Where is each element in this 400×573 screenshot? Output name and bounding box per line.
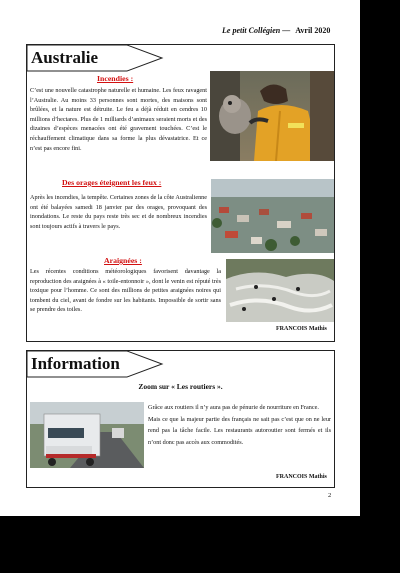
page-number: 2 — [328, 492, 332, 499]
firefighter-koala-photo — [210, 71, 334, 161]
issue-date: Avril 2020 — [295, 26, 331, 35]
spiders-text: Les récentes conditions météorologiques favorisent davantage la reproduction des araignées à « toile-entonnoir », dont le venin est réputé très toxique pour l’homme. Ce sont des millions de petites araignées noires qui tombent du ciel, avant de fondre sur les habitants. Impossible de sortir sans se prendre des toiles. — [30, 268, 221, 314]
australia-section — [26, 44, 335, 342]
information-section — [26, 350, 335, 488]
zoom-title: Zoom sur « Les routiers ». — [138, 382, 223, 391]
flooded-town-photo — [211, 179, 334, 253]
page-header — [222, 26, 330, 35]
section-title: Australie — [31, 48, 99, 67]
spiders-heading: Araignées : — [104, 256, 142, 265]
fires-text: C’est une nouvelle catastrophe naturelle et humaine. Les feux ravagent l’Australie. Au moins 33 personnes sont mortes, des maisons sont brûlées, et la nature est détruite. Le feu a déjà réduit en cendres 10 millions d’hectares. Plus de 1 milliards d’animaux seraient morts et des dizaines d’espèces menacées ont été gravement touchées. C’est le réchauffement climatique dans sa forme la plus dévastatrice. Et ce n’est pas encore fini. — [30, 87, 207, 152]
spider-webs-photo — [226, 259, 334, 322]
section-title: Information — [31, 354, 120, 373]
storms-heading: Des orages éteignent les feux : — [62, 178, 162, 187]
author-signature: FRANCOIS Mathis — [276, 326, 327, 332]
truck-photo — [30, 402, 144, 468]
routiers-paragraph-2: Mais ce que la majeur partie des français ne sait pas c’est que on ne leur rend pas la tâche facile. Les restaurants autoroutier sont fermés et ils n’ont donc pas accès aux commodités. — [148, 415, 331, 446]
fires-heading: Incendies : — [97, 74, 134, 83]
storms-text: Après les incendies, la tempête. Certaines zones de la côte Australienne ont été balayées samedi 18 janvier par des orages, provoquant des inondations. Le reste du pays reste très sec et de nombreux incendies sont toujours actifs à travers le pays. — [30, 194, 207, 230]
routiers-text — [148, 402, 331, 448]
newspaper-title: Le petit Collégien — — [222, 26, 291, 35]
author-signature: FRANCOIS Mathis — [276, 474, 327, 480]
routiers-paragraph-1: Grâce aux routiers il n’y aura pas de pénurie de nourriture en France. — [148, 404, 319, 411]
